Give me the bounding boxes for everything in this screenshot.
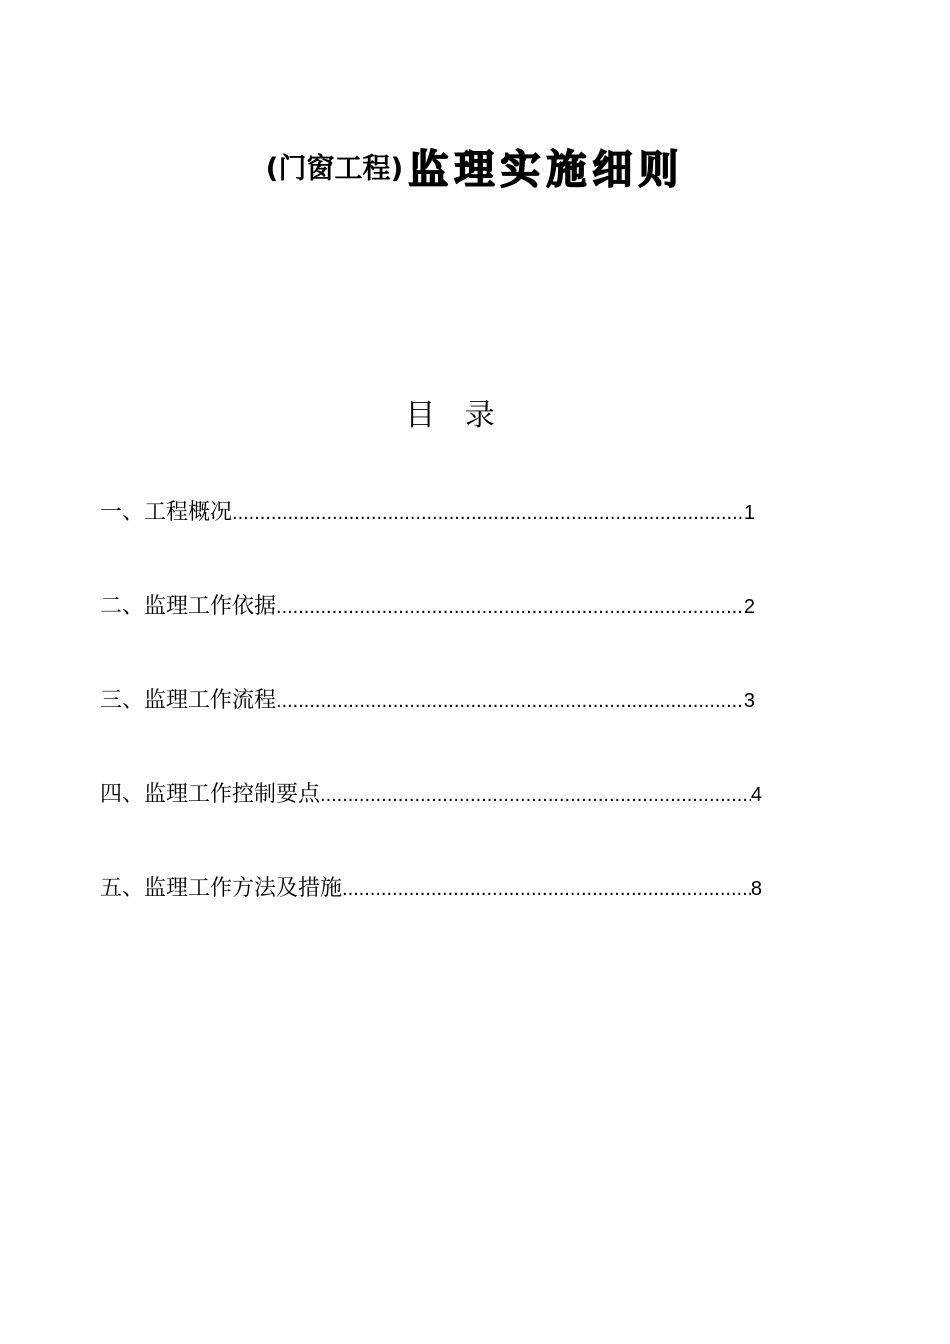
toc-dot-leader xyxy=(342,873,751,905)
toc-entry[interactable] xyxy=(100,591,755,685)
toc-entry[interactable] xyxy=(100,497,755,591)
toc-dot-leader xyxy=(276,591,744,623)
toc-entry-label: 二、监理工作依据 xyxy=(100,594,277,619)
title-main: 监理实施细则 xyxy=(408,147,685,193)
toc-entry[interactable] xyxy=(100,685,755,779)
toc-entry[interactable] xyxy=(100,873,762,967)
title-subtitle: (门窗工程) xyxy=(265,151,404,185)
toc-dot-leader xyxy=(320,779,751,811)
toc-entry[interactable] xyxy=(100,779,762,873)
toc-heading: 目 录 xyxy=(405,398,505,433)
toc-dot-leader xyxy=(232,497,744,529)
toc-entry-label: 四、监理工作控制要点 xyxy=(100,782,321,807)
toc-entry-page: 1 xyxy=(743,502,755,524)
toc-entry-page: 3 xyxy=(743,690,755,712)
toc-entry-page: 2 xyxy=(743,596,755,618)
toc-entry-page: 8 xyxy=(750,878,762,900)
toc-entry-label: 一、工程概况 xyxy=(100,500,233,525)
table-of-contents xyxy=(100,497,800,967)
toc-entry-label: 五、监理工作方法及措施 xyxy=(100,876,343,901)
toc-entry-page: 4 xyxy=(750,784,762,806)
document-title xyxy=(0,138,950,195)
toc-entry-label: 三、监理工作流程 xyxy=(100,688,277,713)
toc-dot-leader xyxy=(276,685,744,717)
